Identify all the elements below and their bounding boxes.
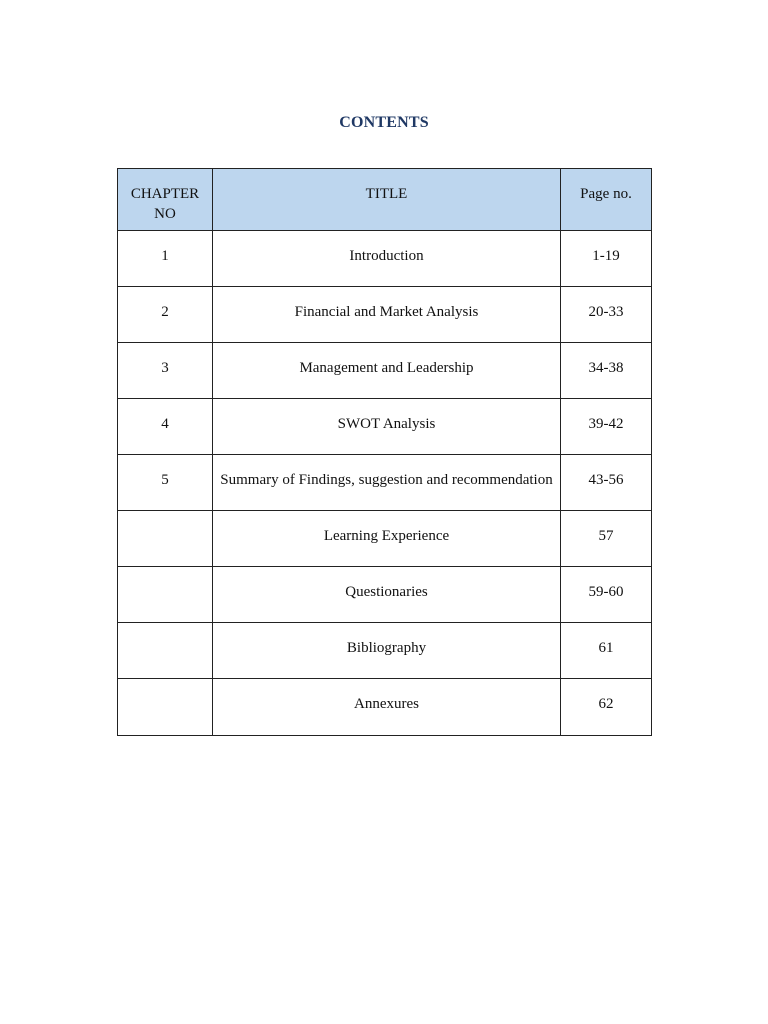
table-row xyxy=(118,455,652,511)
chapter-title: SWOT Analysis xyxy=(213,399,561,455)
page-range: 61 xyxy=(561,623,652,679)
table-row xyxy=(118,343,652,399)
chapter-title: Annexures xyxy=(213,679,561,736)
table-row xyxy=(118,287,652,343)
chapter-number xyxy=(118,567,213,623)
page-title: CONTENTS xyxy=(339,114,429,131)
chapter-title: Introduction xyxy=(213,231,561,287)
header-title: TITLE xyxy=(213,169,561,231)
chapter-number xyxy=(118,679,213,736)
page-range: 43-56 xyxy=(561,455,652,511)
chapter-title: Financial and Market Analysis xyxy=(213,287,561,343)
page-range: 34-38 xyxy=(561,343,652,399)
header-page-no: Page no. xyxy=(561,169,652,231)
table-row xyxy=(118,567,652,623)
page-range: 39-42 xyxy=(561,399,652,455)
table-header-row xyxy=(118,169,652,231)
chapter-title: Summary of Findings, suggestion and recommendation xyxy=(213,455,561,511)
chapter-number: 1 xyxy=(118,231,213,287)
chapter-title: Questionaries xyxy=(213,567,561,623)
chapter-number xyxy=(118,623,213,679)
page-range: 20-33 xyxy=(561,287,652,343)
chapter-number: 5 xyxy=(118,455,213,511)
page-range: 62 xyxy=(561,679,652,736)
page-range: 59-60 xyxy=(561,567,652,623)
table-row xyxy=(118,511,652,567)
header-chapter-no: CHAPTER NO xyxy=(118,169,213,231)
table-row xyxy=(118,623,652,679)
chapter-title: Management and Leadership xyxy=(213,343,561,399)
page-range: 57 xyxy=(561,511,652,567)
table-row xyxy=(118,399,652,455)
contents-table xyxy=(117,168,652,736)
table-row xyxy=(118,679,652,736)
chapter-number: 2 xyxy=(118,287,213,343)
page-range: 1-19 xyxy=(561,231,652,287)
chapter-number: 4 xyxy=(118,399,213,455)
chapter-title: Bibliography xyxy=(213,623,561,679)
chapter-number xyxy=(118,511,213,567)
chapter-title: Learning Experience xyxy=(213,511,561,567)
table-row xyxy=(118,231,652,287)
chapter-number: 3 xyxy=(118,343,213,399)
